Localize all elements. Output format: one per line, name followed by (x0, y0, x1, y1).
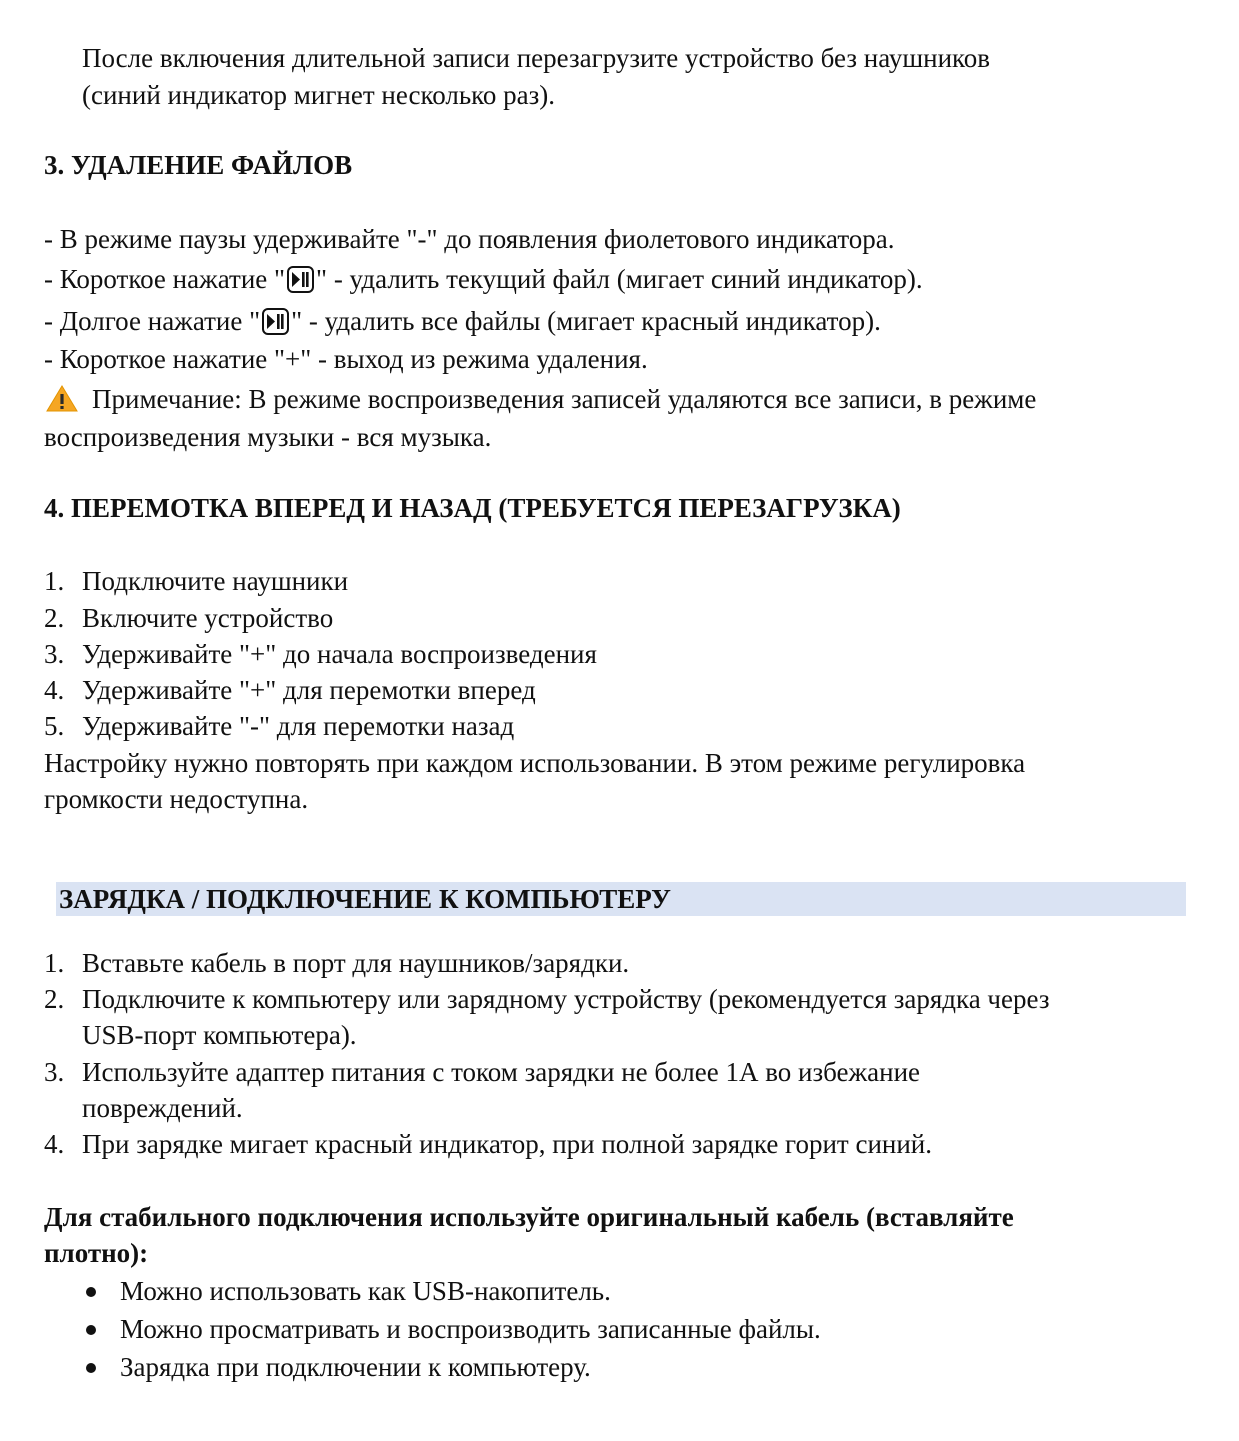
section-4-title: . ПЕРЕМОТКА ВПЕРЕД И НАЗАД (ТРЕБУЕТСЯ ПЕРЕЗАГРУЗКА) (57, 493, 901, 523)
bullet-dot (86, 1287, 96, 1297)
section-3-title: . УДАЛЕНИЕ ФАЙЛОВ (57, 150, 353, 180)
section-4-heading (44, 490, 901, 526)
delete-item-2 (44, 261, 923, 297)
charging-step-2 (44, 981, 1050, 1017)
rewind-note-line-1: Настройку нужно повторять при каждом использовании. В этом режиме регулировка (44, 748, 1026, 778)
charging-heading: ЗАРЯДКА / ПОДКЛЮЧЕНИЕ К КОМПЬЮТЕРУ (59, 884, 671, 914)
step-number: 2. (44, 603, 65, 633)
step-number: 3. (44, 1057, 65, 1087)
note-text: Примечание: В режиме воспроизведения записей удаляются все записи, в режиме (92, 384, 1037, 414)
step-text: Удерживайте "-" для перемотки назад (82, 711, 515, 741)
step-text: Подключите к компьютеру или зарядному устройству (рекомендуется зарядка через (82, 984, 1050, 1014)
bullet-item-3: Зарядка при подключении к компьютеру. (120, 1352, 591, 1382)
delete-item-2-text-b: " - удалить текущий файл (мигает синий индикатор). (316, 264, 923, 294)
rewind-step-5 (44, 708, 515, 744)
charging-step-3-cont: повреждений. (82, 1093, 243, 1123)
step-text: Используйте адаптер питания с током зарядки не более 1А во избежание (82, 1057, 921, 1087)
intro-line-2: (синий индикатор мигнет несколько раз). (82, 80, 556, 110)
step-text: Удерживайте "+" до начала воспроизведения (82, 639, 597, 669)
delete-item-1: - В режиме паузы удерживайте "-" до появления фиолетового индикатора. (44, 224, 895, 254)
delete-item-4: - Короткое нажатие "+" - выход из режима удаления. (44, 344, 648, 374)
delete-item-2-text-a: - Короткое нажатие " (44, 264, 286, 294)
charging-step-1 (44, 945, 630, 981)
delete-item-3-text-b: " - удалить все файлы (мигает красный индикатор). (291, 306, 881, 336)
charging-step-2-cont: USB-порт компьютера). (82, 1020, 357, 1050)
bullet-dot (86, 1363, 96, 1373)
step-number: 1. (44, 566, 65, 596)
bullet-item-2: Можно просматривать и воспроизводить записанные файлы. (120, 1314, 821, 1344)
rewind-step-2 (44, 600, 334, 636)
intro-line-1: После включения длительной записи перезагрузите устройство без наушников (82, 43, 991, 73)
bullet-item-1: Можно использовать как USB-накопитель. (120, 1276, 611, 1306)
step-text: При зарядке мигает красный индикатор, при полной зарядке горит синий. (82, 1129, 932, 1159)
rewind-note-line-2: громкости недоступна. (44, 784, 309, 814)
step-text: Подключите наушники (82, 566, 349, 596)
play-pause-icon (287, 266, 314, 293)
rewind-step-4 (44, 672, 536, 708)
step-text: Вставьте кабель в порт для наушников/зарядки. (82, 948, 630, 978)
step-number: 2. (44, 984, 65, 1014)
step-number: 3. (44, 639, 65, 669)
note-line-2: воспроизведения музыки - вся музыка. (44, 422, 492, 452)
step-number: 1. (44, 948, 65, 978)
charging-step-3 (44, 1054, 921, 1090)
charging-step-4 (44, 1126, 932, 1162)
delete-item-3-text-a: - Долгое нажатие " (44, 306, 261, 336)
note-line-1 (46, 381, 1036, 421)
warning-icon (46, 385, 78, 421)
section-3-number: 3 (44, 150, 58, 180)
section-4-number: 4 (44, 493, 58, 523)
delete-item-3 (44, 303, 881, 339)
bullet-dot (86, 1325, 96, 1335)
section-3-heading (44, 147, 352, 183)
play-pause-icon (262, 308, 289, 335)
step-number: 4. (44, 675, 65, 705)
cable-note-line-1: Для стабильного подключения используйте оригинальный кабель (вставляйте (44, 1202, 1014, 1232)
step-text: Удерживайте "+" для перемотки вперед (82, 675, 536, 705)
step-number: 5. (44, 711, 65, 741)
step-number: 4. (44, 1129, 65, 1159)
cable-note-line-2: плотно): (44, 1238, 149, 1268)
step-text: Включите устройство (82, 603, 334, 633)
rewind-step-1 (44, 563, 349, 599)
rewind-step-3 (44, 636, 597, 672)
